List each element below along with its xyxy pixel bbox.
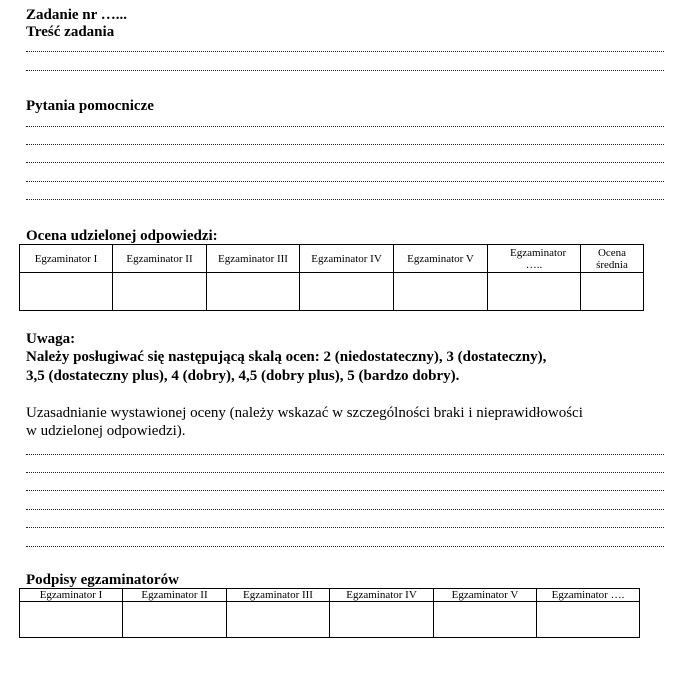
helper-question-line[interactable] (26, 126, 664, 127)
task-content-line[interactable] (26, 70, 664, 71)
signature-header-cell: Egzaminator V (434, 589, 537, 602)
justification-instruction: w udzielonej odpowiedzi). (26, 423, 186, 439)
grading-header-cell (488, 245, 581, 273)
grade-input-cell[interactable] (207, 273, 300, 311)
signatures-label: Podpisy egzaminatorów (26, 572, 179, 588)
task-title: Zadanie nr …... (26, 7, 127, 23)
helper-question-line[interactable] (26, 162, 664, 163)
signature-header-cell: Egzaminator …. (537, 589, 640, 602)
signature-cell[interactable] (20, 602, 123, 638)
grading-header-cell: Egzaminator III (207, 245, 300, 273)
helper-question-line[interactable] (26, 144, 664, 145)
signature-header-cell: Egzaminator II (123, 589, 227, 602)
grading-header-cell: Egzaminator IV (300, 245, 394, 273)
justification-instruction: Uzasadnianie wystawionej oceny (należy wskazać w szczególności braki i nieprawidłowości (26, 405, 583, 421)
signature-header-cell: Egzaminator III (227, 589, 330, 602)
justification-line[interactable] (26, 472, 664, 473)
grade-input-cell[interactable] (20, 273, 113, 311)
justification-line[interactable] (26, 509, 664, 510)
signature-cell[interactable] (330, 602, 434, 638)
signature-cell[interactable] (434, 602, 537, 638)
grading-header-cell: Egzaminator II (113, 245, 207, 273)
grade-input-cell[interactable] (488, 273, 581, 311)
helper-question-line[interactable] (26, 199, 664, 200)
task-content-label: Treść zadania (26, 24, 115, 40)
justification-line[interactable] (26, 490, 664, 491)
grading-header-text: Egzaminator ….. (510, 246, 567, 271)
grading-header-cell: Egzaminator V (394, 245, 488, 273)
signature-header-cell: Egzaminator IV (330, 589, 434, 602)
helper-questions-label: Pytania pomocnicze (26, 98, 154, 114)
grading-scale-line: 3,5 (dostateczny plus), 4 (dobry), 4,5 (dobry plus), 5 (bardzo dobry). (26, 368, 460, 384)
grading-scale-line: Należy posługiwać się następującą skalą ocen: 2 (niedostateczny), 3 (dostateczny), (26, 349, 547, 365)
grade-input-cell[interactable] (300, 273, 394, 311)
justification-line[interactable] (26, 527, 664, 528)
grading-table (19, 244, 644, 311)
grade-input-cell[interactable] (113, 273, 207, 311)
justification-line[interactable] (26, 454, 664, 455)
signature-cell[interactable] (227, 602, 330, 638)
signature-cell[interactable] (537, 602, 640, 638)
signatures-table (19, 588, 640, 638)
signature-header-cell: Egzaminator I (20, 589, 123, 602)
grading-label: Ocena udzielonej odpowiedzi: (26, 228, 218, 244)
grading-header-cell: Egzaminator I (20, 245, 113, 273)
average-grade-cell[interactable] (581, 273, 644, 311)
signature-cell[interactable] (123, 602, 227, 638)
helper-question-line[interactable] (26, 181, 664, 182)
task-content-line[interactable] (26, 51, 664, 52)
grading-header-cell (581, 245, 644, 273)
grade-input-cell[interactable] (394, 273, 488, 311)
note-label: Uwaga: (26, 331, 76, 347)
grading-header-text: Ocena średnia (596, 246, 628, 271)
justification-line[interactable] (26, 546, 664, 547)
